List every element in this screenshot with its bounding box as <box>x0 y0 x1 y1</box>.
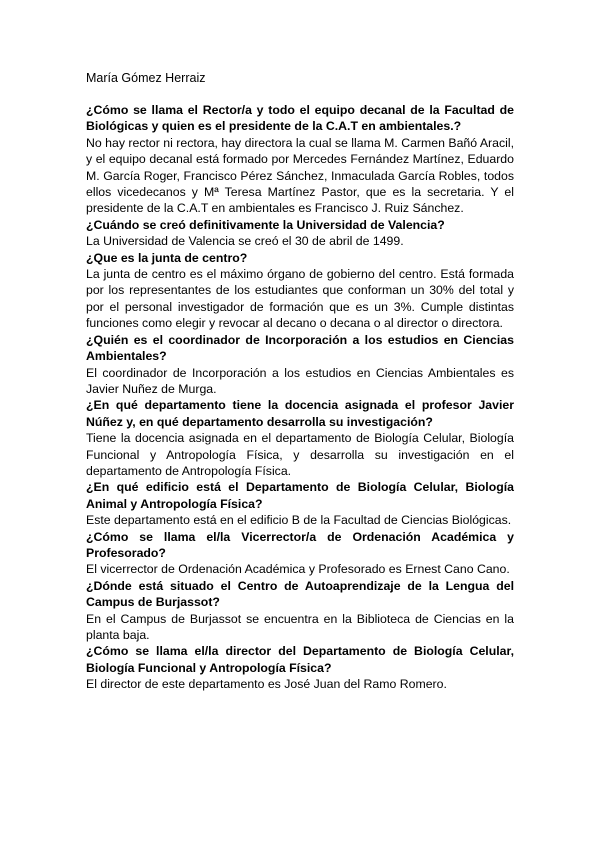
answer-9: El director de este departamento es José Juan del Ramo Romero. <box>86 677 447 692</box>
question-6: ¿En qué edificio está el Departamento de Biología Celular, Biología Animal y Antropología Física? <box>86 480 514 511</box>
answer-6: Este departamento está en el edificio B de la Facultad de Ciencias Biológicas. <box>86 513 512 528</box>
qa-item-6 <box>86 479 514 528</box>
answer-8: En el Campus de Burjassot se encuentra en la Biblioteca de Ciencias en la planta baja. <box>86 611 514 642</box>
question-9: ¿Cómo se llama el/la director del Departamento de Biología Celular, Biología Funcional y Antropología Física? <box>86 644 514 675</box>
qa-item-9 <box>86 643 514 692</box>
question-7: ¿Cómo se llama el/la Vicerrector/a de Ordenación Académica y Profesorado? <box>86 529 514 560</box>
answer-7: El vicerrector de Ordenación Académica y Profesorado es Ernest Cano Cano. <box>86 562 510 577</box>
question-4: ¿Quién es el coordinador de Incorporación a los estudios en Ciencias Ambientales? <box>86 332 514 364</box>
qa-item-2 <box>86 217 514 250</box>
question-5: ¿En qué departamento tiene la docencia asignada el profesor Javier Núñez y, en qué departamento desarrolla su investigación? <box>86 398 514 429</box>
qa-item-3 <box>86 250 514 332</box>
qa-item-1 <box>86 102 514 217</box>
qa-item-7 <box>86 529 514 578</box>
question-8: ¿Dónde está situado el Centro de Autoaprendizaje de la Lengua del Campus de Burjassot? <box>86 578 514 610</box>
question-2: ¿Cuándo se creó definitivamente la Universidad de Valencia? <box>86 217 445 232</box>
answer-5: Tiene la docencia asignada en el departamento de Biología Celular, Biología Funcional y Antropología Física, y desarrolla su investigación en el departamento de Antropología Física. <box>86 431 514 478</box>
answer-1: No hay rector ni rectora, hay directora la cual se llama M. Carmen Bañó Aracil, y el equipo decanal está formado por Mercedes Fernández Martínez, Eduardo M. García Roger, Francisco Pérez Sánchez, Inmaculada García Robles, todos ellos vicedecanos y Mª Teresa Martínez Pastor, que es la secretaria. Y el presidente de la C.A.T en ambientales es Francisco J. Ruiz Sánchez. <box>86 135 514 216</box>
qa-item-4 <box>86 332 514 398</box>
answer-4: El coordinador de Incorporación a los estudios en Ciencias Ambientales es Javier Nuñez de Murga. <box>86 365 514 396</box>
qa-item-8 <box>86 578 514 644</box>
author-name: María Gómez Herraiz <box>86 71 206 85</box>
question-1: ¿Cómo se llama el Rector/a y todo el equipo decanal de la Facultad de Biológicas y quien es el presidente de la C.A.T en ambientales.? <box>86 103 514 134</box>
qa-item-5 <box>86 397 514 479</box>
answer-3: La junta de centro es el máximo órgano de gobierno del centro. Está formada por los representantes de los estudiantes que conforman un 30% del total y por el personal investigador de formación que es un 3%. Cumple distintas funciones como elegir y revocar al decano o decana o al director o directora. <box>86 267 514 331</box>
question-3: ¿Que es la junta de centro? <box>86 250 248 265</box>
document-page <box>86 70 514 693</box>
answer-2: La Universidad de Valencia se creó el 30 de abril de 1499. <box>86 234 404 249</box>
